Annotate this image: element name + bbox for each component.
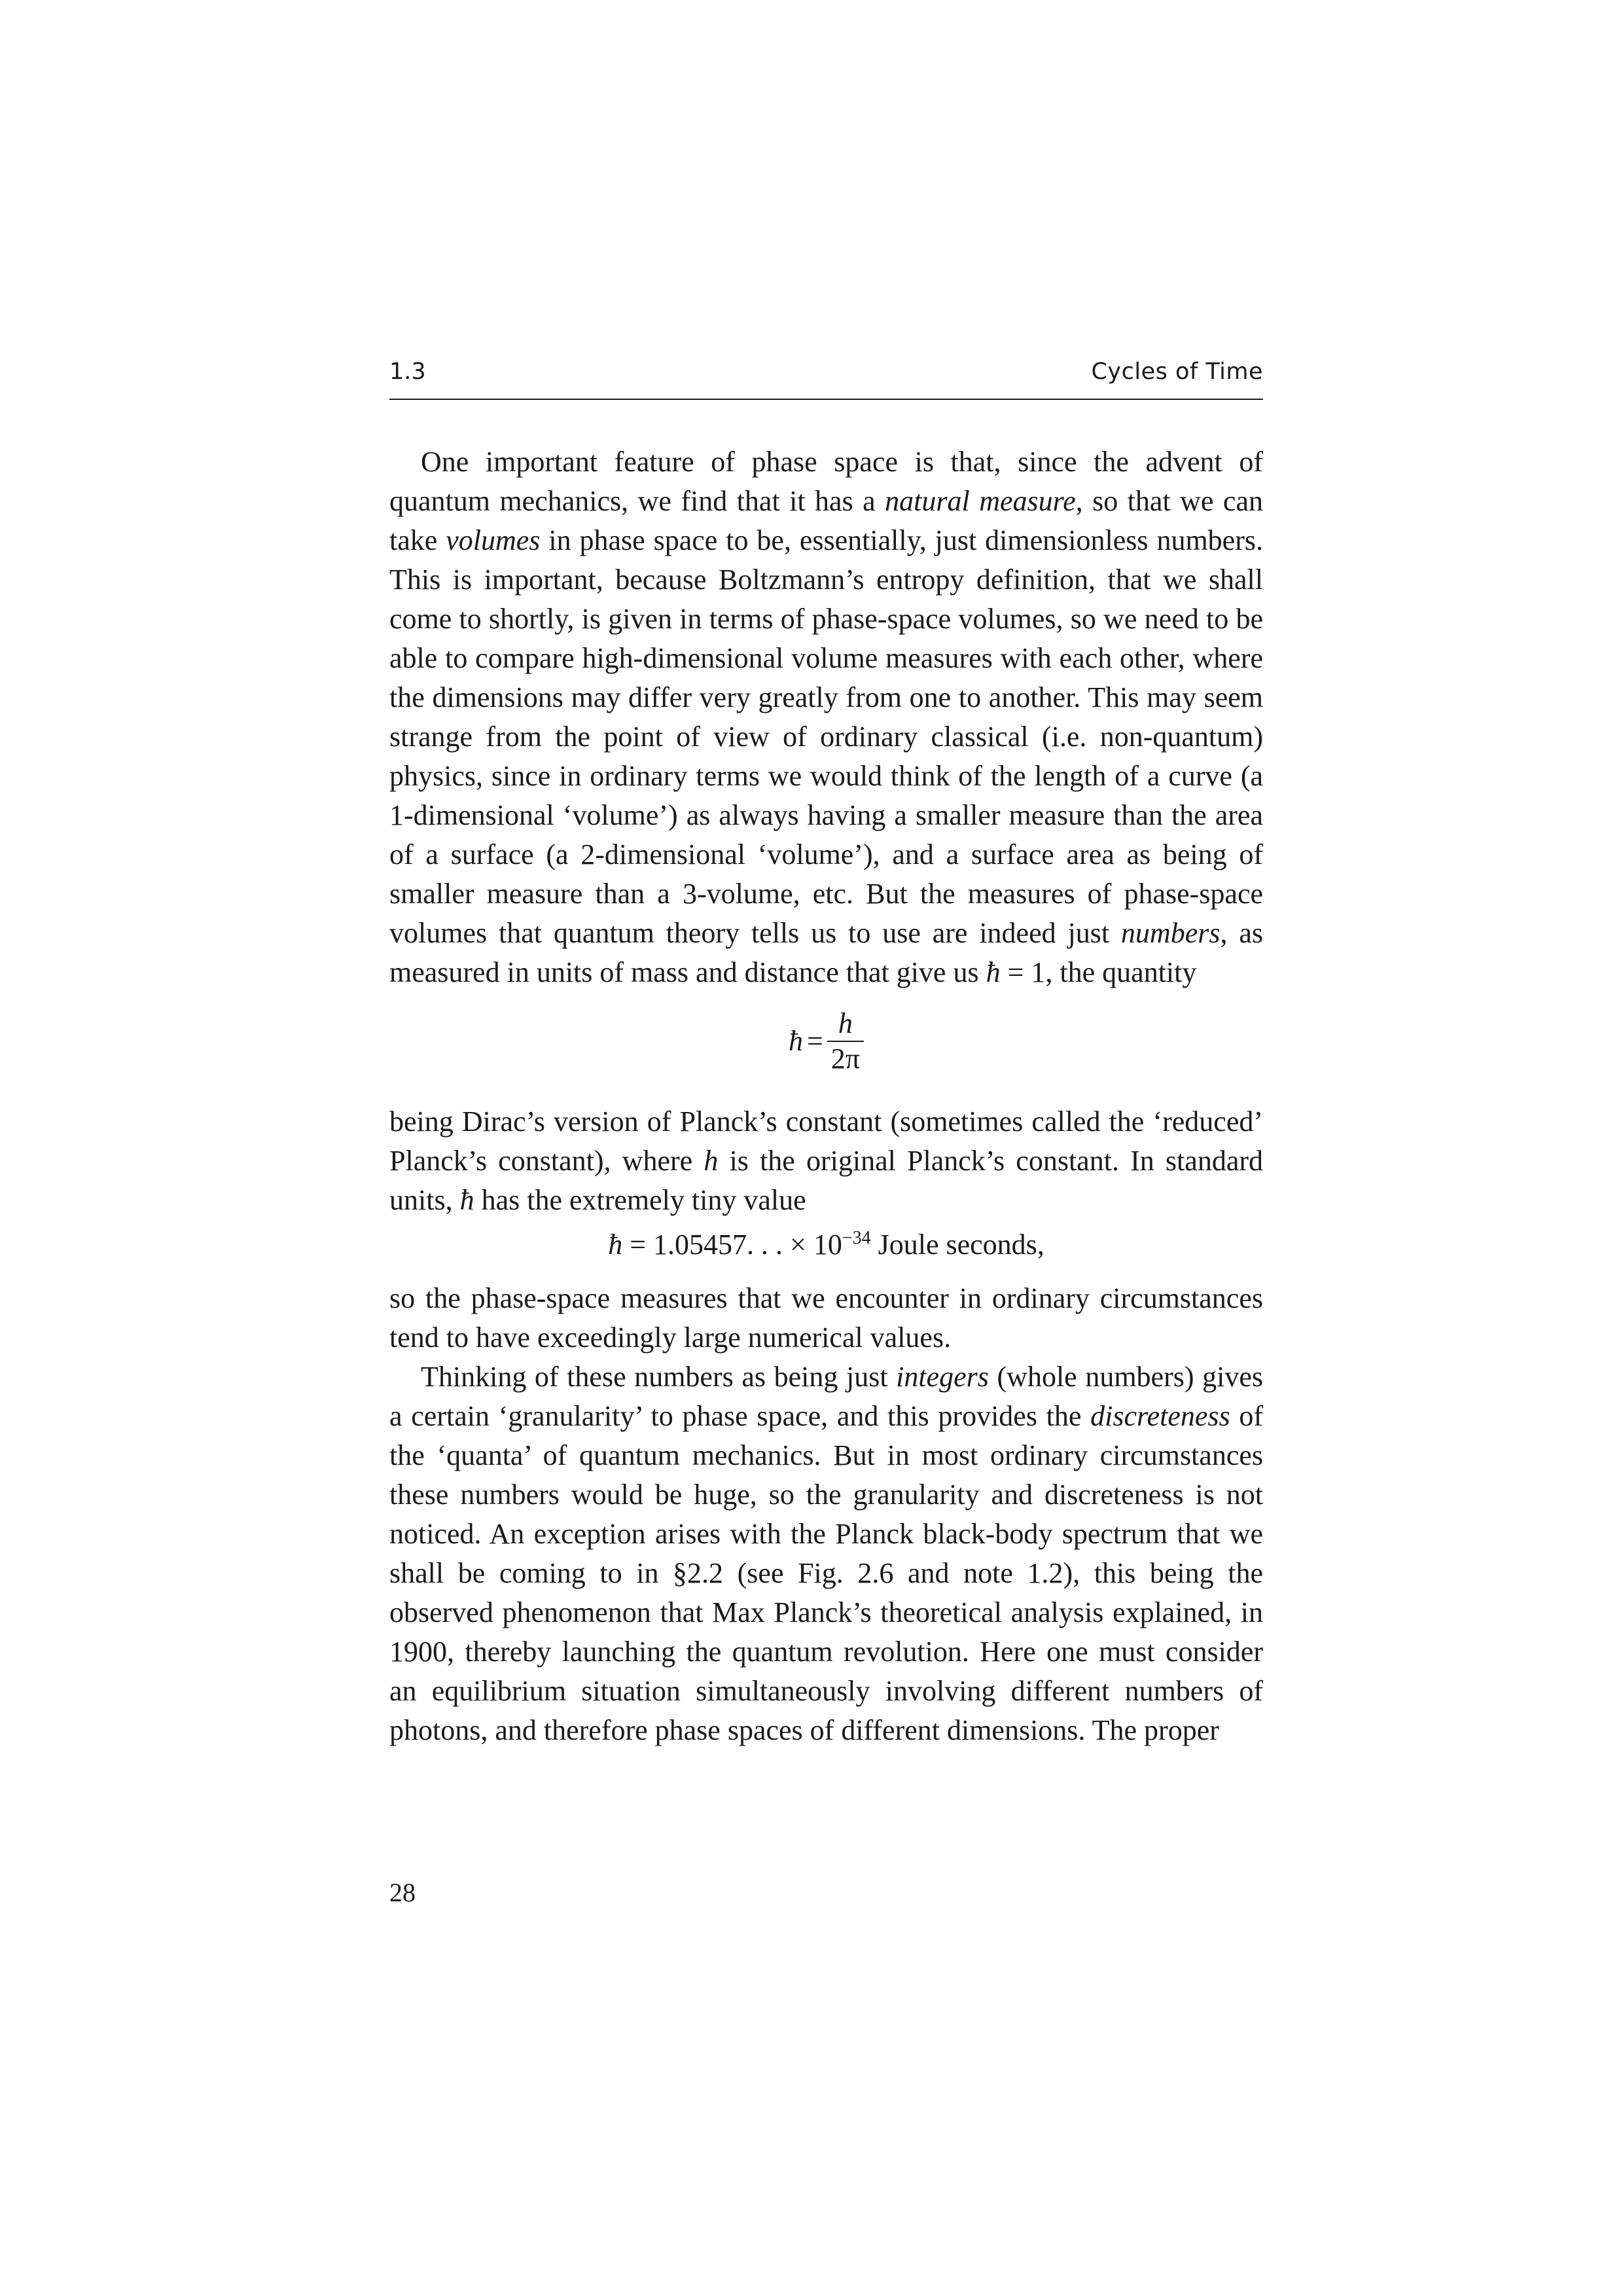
math-hbar: ħ: [986, 956, 1001, 988]
text-run: (whole numbers) gives a certain ‘granularity’ to phase space, and this provides the: [389, 1361, 1263, 1432]
running-head-section: 1.3: [389, 359, 426, 385]
emphasis-discreteness: discreteness: [1090, 1400, 1230, 1432]
text-run: being Dirac’s version of Planck’s constant (sometimes called the ‘reduced’ Planck’s constant), where: [389, 1105, 1263, 1177]
header-rule: [389, 399, 1263, 400]
emphasis-natural-measure: natural measure: [885, 485, 1076, 517]
equation-hbar-definition: [389, 992, 1263, 1102]
text-run: is the original Planck’s constant. In standard units,: [389, 1145, 1263, 1216]
text-run: Thinking of these numbers as being just: [421, 1361, 897, 1393]
fraction: [827, 1007, 864, 1076]
value-mantissa: = 1.05457. . . × 10: [622, 1229, 842, 1261]
page-number: 28: [389, 1878, 416, 1907]
text-run: in phase space to be, essentially, just dimensionless numbers. This is important, because Boltzmann’s entropy definition, that we shall come to shortly, is given in terms of phase-space volumes, so we need to be able to compare high-dimensional volume measures with each other, where the dimensions may differ very greatly from one to another. This may seem strange from the point of view of ordinary classical (i.e. non-quantum) physics, since in ordinary terms we would think of the length of a curve (a 1-dimensional ‘volume’) as always having a smaller measure than the area of a surface (a 2-dimensional ‘volume’), and a surface area as being of smaller measure than a 3-volume, etc. But the measures of phase-space volumes that quantum theory tells us to use are indeed just: [389, 524, 1263, 949]
fraction-numerator: h: [838, 1007, 853, 1039]
value-unit: Joule seconds,: [870, 1229, 1044, 1261]
text-run: has the extremely tiny value: [474, 1184, 806, 1216]
text-run: One important feature of phase space is that, since the advent of quantum mechanics, we find that it has a: [389, 446, 1263, 517]
paragraph-granularity: [389, 1357, 1263, 1750]
text-run: of the ‘quanta’ of quantum mechanics. But in most ordinary circumstances these numbers would be huge, so the granularity and discreteness is not noticed. An exception arises with the Planck black-body spectrum that we shall be coming to in §2.2 (see Fig. 2.6 and note 1.2), this being the observed phenomenon that Max Planck’s theoretical analysis explained, in 1900, thereby launching the quantum revolution. Here one must consider an equilibrium situation simultaneously involving different numbers of photons, and therefore phase spaces of different dimensions. The proper: [389, 1400, 1263, 1746]
text-run: , as measured in units of mass and distance that give us: [389, 917, 1264, 988]
fraction-denominator: 2π: [830, 1043, 861, 1075]
paragraph-large-values: so the phase-space measures that we encounter in ordinary circumstances tend to have exceedingly large numerical values.: [389, 1282, 1263, 1354]
emphasis-volumes: volumes: [446, 524, 541, 556]
text-run: , so that we can take: [389, 485, 1263, 556]
body-text: [389, 442, 1263, 1750]
emphasis-integers: integers: [896, 1361, 989, 1393]
paragraph-phase-space-measure: [389, 442, 1263, 992]
text-run: = 1, the quantity: [1000, 956, 1197, 988]
equation-hbar-value: [389, 1220, 1263, 1279]
math-h: h: [704, 1145, 719, 1177]
emphasis-numbers: numbers: [1120, 917, 1221, 949]
running-head-title: Cycles of Time: [1091, 359, 1263, 385]
value-symbol: ħ: [608, 1229, 623, 1261]
equation-equals: =: [806, 1025, 823, 1057]
math-hbar: ħ: [459, 1184, 474, 1216]
running-head: [389, 359, 1263, 398]
equation-lhs: ħ: [788, 1025, 803, 1057]
paragraph-dirac-constant: [389, 1102, 1263, 1220]
value-exponent: −34: [842, 1228, 871, 1248]
